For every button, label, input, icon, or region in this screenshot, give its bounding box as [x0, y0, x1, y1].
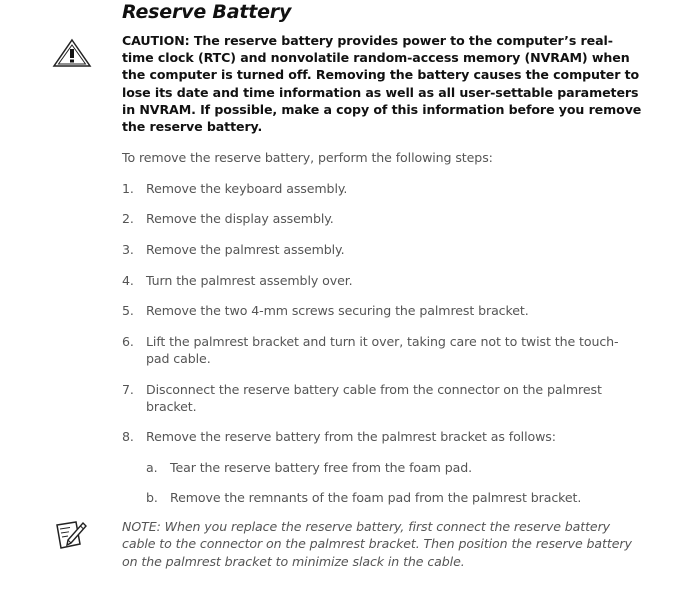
step-number: 8. [122, 429, 134, 444]
step-number: 6. [122, 334, 134, 349]
step-item [122, 428, 632, 445]
step-text: Turn the palmrest assembly over. [146, 273, 353, 288]
step-text: Disconnect the reserve battery cable from the connector on the palmrest bracket. [146, 382, 602, 414]
step-number: 7. [122, 382, 134, 397]
step-text: Remove the two 4-mm screws securing the palmrest bracket. [146, 303, 529, 318]
caution-text: CAUTION: The reserve battery provides power to the computer’s real-time clock (RTC) and nonvolatile random-access memory (NVRAM) when the computer is turned off. Removing the battery causes the computer to lose its date and time information as well as all user-settable parameters in NVRAM. If possible, make a copy of this information before you remove the reserve battery. [122, 33, 642, 135]
note-pencil-icon [54, 519, 88, 551]
step-text: Remove the palmrest assembly. [146, 242, 345, 257]
note-text: NOTE: When you replace the reserve battery, first connect the reserve battery cable to the connector on the palmrest bracket. Then position the reserve battery on the palmrest bracket to minimize slack in the cable. [122, 519, 632, 569]
step-item [122, 241, 632, 258]
step-item [122, 302, 632, 319]
substep-item [146, 459, 636, 476]
step-item [122, 333, 632, 367]
step-number: 5. [122, 303, 134, 318]
step-text: Lift the palmrest bracket and turn it over, taking care not to twist the touch-pad cable. [146, 334, 619, 366]
step-number: 4. [122, 273, 134, 288]
step-number: 1. [122, 181, 134, 196]
step-text: Remove the display assembly. [146, 211, 334, 226]
step-item [122, 210, 632, 227]
step-text: Remove the keyboard assembly. [146, 181, 348, 196]
step-item [122, 180, 632, 197]
step-item [122, 381, 632, 415]
step-number: 3. [122, 242, 134, 257]
substep-text: Remove the remnants of the foam pad from the palmrest bracket. [170, 490, 582, 505]
substep-letter: b. [146, 490, 158, 505]
step-item [122, 272, 632, 289]
step-text: Remove the reserve battery from the palmrest bracket as follows: [146, 429, 556, 444]
substep-item [146, 489, 636, 506]
substep-text: Tear the reserve battery free from the foam pad. [170, 460, 473, 475]
substep-letter: a. [146, 460, 158, 475]
intro-text: To remove the reserve battery, perform the following steps: [122, 150, 493, 165]
step-number: 2. [122, 211, 134, 226]
caution-triangle-icon [52, 38, 92, 68]
section-title: Reserve Battery [122, 1, 292, 23]
